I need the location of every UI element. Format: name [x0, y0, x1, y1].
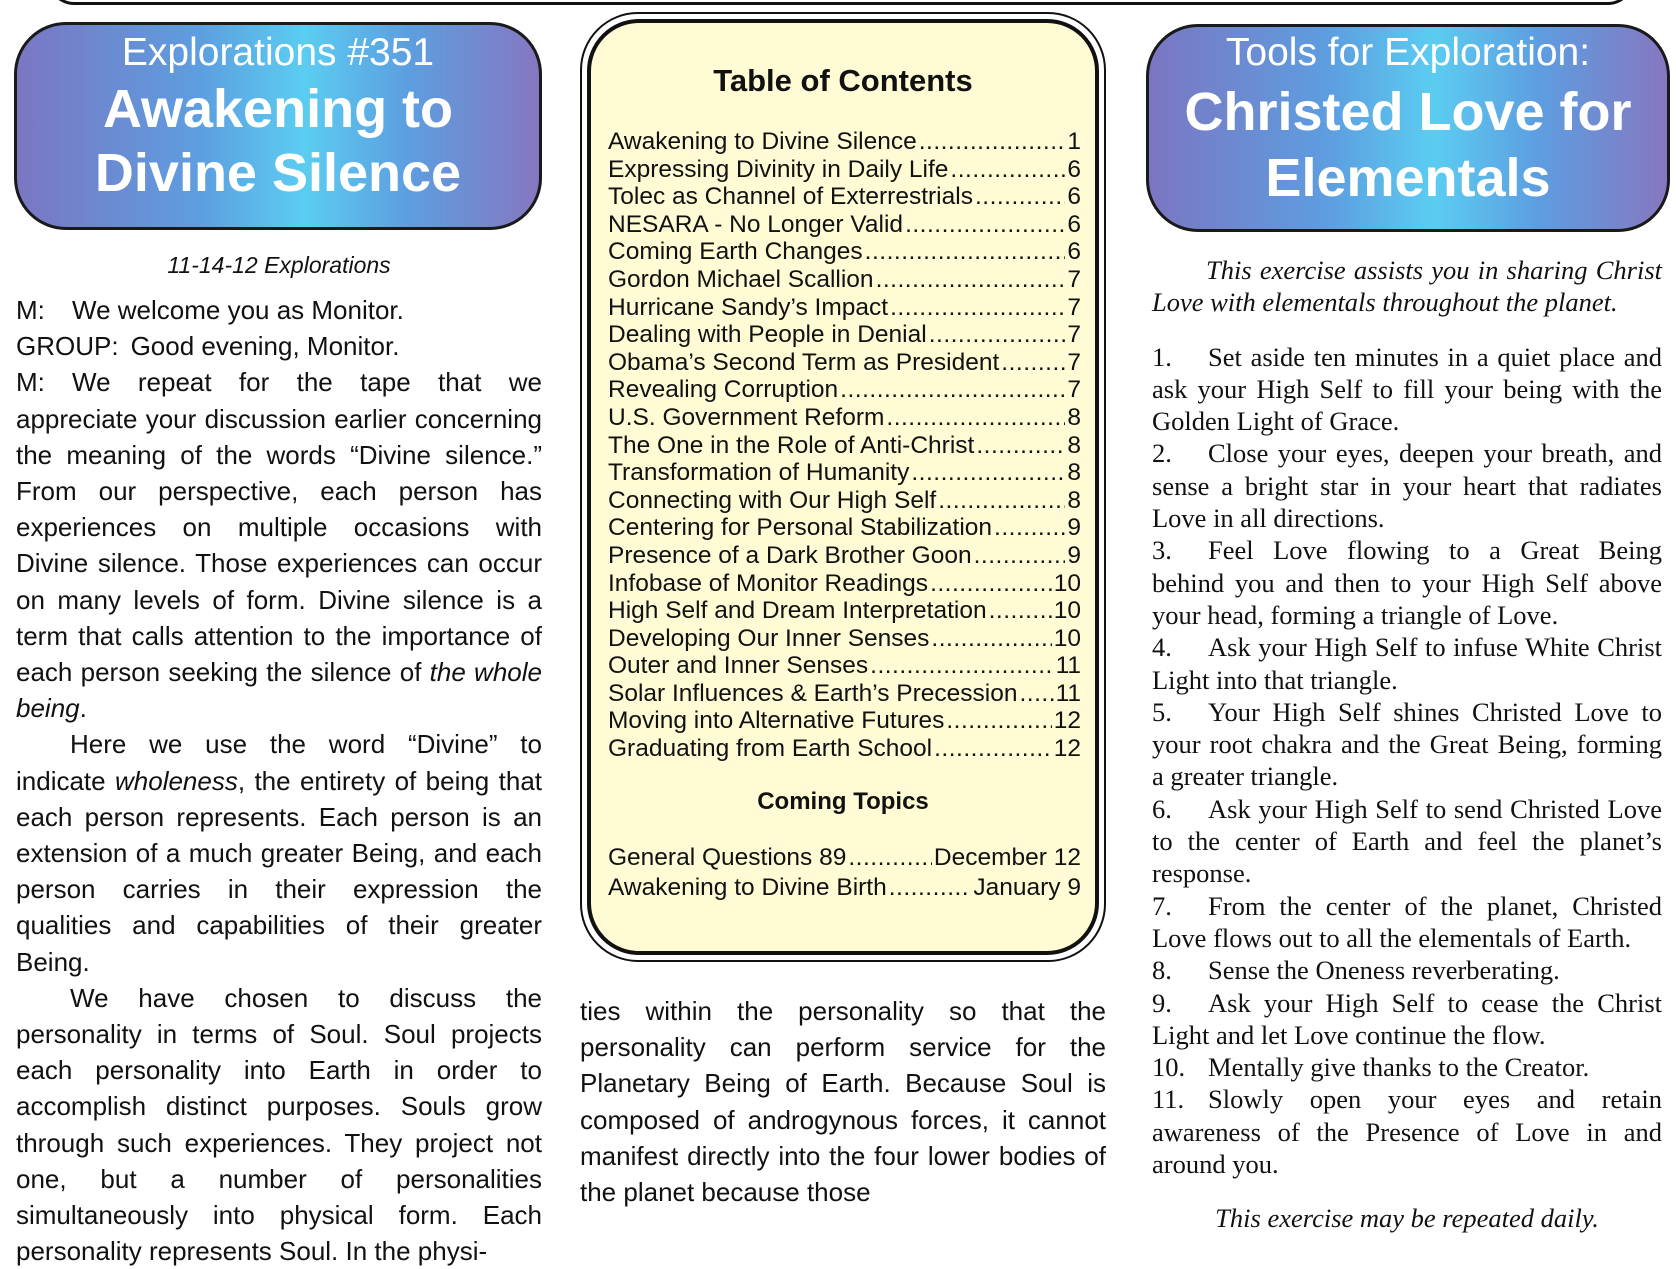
toc-entry [608, 321, 1081, 349]
toc-leader-dots [931, 625, 1051, 653]
exercise-step [1152, 631, 1662, 696]
toc-leader-dots [938, 487, 1065, 515]
coming-topics-title: Coming Topics [757, 788, 929, 815]
paragraph-text: , the entirety of being that each person represents. Each person is an extension of a much greater Being, and each person carries in their expression the qualities and capabilities of their greater Being. [16, 765, 543, 977]
exercise-step [1152, 696, 1662, 793]
toc-entry [608, 432, 1081, 460]
coming-topics-list [608, 843, 1081, 903]
dialogue-end: . [79, 693, 87, 724]
coming-topic-entry [608, 873, 1081, 903]
toc-entry-title: Coming Earth Changes [608, 238, 863, 266]
speaker-label: M: [16, 367, 45, 398]
exercise-step [1152, 341, 1662, 438]
toc-leader-dots [1001, 349, 1065, 377]
toc-entry-page: 9 [1067, 514, 1081, 542]
toc-leader-dots [974, 542, 1066, 570]
step-text: Sense the Oneness reverberating. [1208, 955, 1560, 986]
toc-entry-page: 10 [1053, 624, 1081, 652]
toc-entry-title: Developing Our Inner Senses [608, 624, 930, 652]
toc-leader-dots [889, 873, 972, 903]
step-text: Slowly open your eyes and retain awareness of the Presence of Love in and around you. [1152, 1084, 1662, 1180]
toc-entry-title: Presence of a Dark Brother Goon [608, 541, 972, 569]
step-text: Mentally give thanks to the Creator. [1208, 1052, 1590, 1083]
toc-entry [608, 625, 1081, 653]
exercise-step [1152, 437, 1662, 534]
toc-leader-dots [950, 156, 1065, 184]
toc-title: Table of Contents [713, 63, 973, 98]
toc-entry-page: 9 [1067, 541, 1081, 569]
paragraph: ties within the personality so that the personality can perform service for the Planetary Being of Earth. Because Soul is composed of androgynous forces, it cannot manifest directly into the four lower bodies of the planet because those [580, 996, 1106, 1208]
toc-entry-page: 8 [1067, 486, 1081, 514]
paragraph: We have chosen to discuss the personality in terms of Soul. Soul projects each personality into Earth in order to accomplish distinct purposes. Souls grow through such experiences. They project not one, but a number of personalities simultaneously into physical form. Each personality represents Soul. In the physi- [16, 982, 542, 1267]
step-number: 9. [1152, 987, 1172, 1018]
toc-entry-page: 1 [1067, 128, 1081, 155]
toc-entry [608, 294, 1081, 322]
toc-entry-title: NESARA - No Longer Valid [608, 210, 904, 238]
toc-entry-page: 6 [1067, 210, 1081, 238]
toc-entry-page: 8 [1067, 459, 1081, 487]
step-text: Ask your High Self to send Christed Love to the center of Earth and feel the planet’s response. [1152, 793, 1662, 889]
toc-entry [608, 376, 1081, 404]
tools-title-box [1146, 24, 1670, 232]
step-number: 11. [1152, 1084, 1185, 1115]
step-text: From the center of the planet, Christed Love flows out to all the elementals of Earth. [1152, 890, 1662, 953]
step-text: Your High Self shines Christed Love to your root chakra and the Great Being, forming a greater triangle. [1152, 696, 1662, 792]
table-of-contents [580, 12, 1106, 962]
page-top-border [48, 0, 1634, 5]
step-number: 4. [1152, 632, 1172, 663]
toc-entry-title: Centering for Personal Stabilization [608, 514, 993, 542]
toc-entry [608, 238, 1081, 266]
step-text: Set aside ten minutes in a quiet place and ask your High Self to fill your being with the Golden Light of Grace. [1152, 341, 1662, 437]
toc-entry-page: 6 [1067, 183, 1081, 211]
toc-entry [608, 183, 1081, 211]
toc-entry-title: Hurricane Sandy’s Impact [608, 293, 889, 321]
toc-entry [608, 514, 1081, 542]
coming-topic-title: General Questions 89 [608, 844, 847, 871]
toc-entry-title: Expressing Divinity in Daily Life [608, 155, 949, 183]
toc-leader-dots [1019, 680, 1053, 708]
coming-topic-title: Awakening to Divine Birth [608, 874, 887, 901]
step-number: 10. [1152, 1052, 1186, 1083]
emphasis: wholeness [115, 765, 238, 796]
toc-entry [608, 570, 1081, 598]
issue-number: Explorations #351 [121, 31, 435, 74]
toc-leader-dots [905, 211, 1065, 239]
dialogue-text: We welcome you as Monitor. [72, 295, 404, 325]
toc-entry-title: Dealing with People in Denial [608, 321, 927, 349]
toc-entry [608, 680, 1081, 708]
step-number: 7. [1152, 890, 1172, 921]
toc-entry-title: Obama’s Second Term as President [608, 348, 1000, 376]
toc-leader-dots [865, 238, 1066, 266]
toc-entry [608, 487, 1081, 515]
toc-entry [608, 735, 1081, 763]
toc-leader-dots [994, 514, 1065, 542]
exercise-step [1152, 954, 1662, 986]
step-number: 1. [1152, 341, 1172, 372]
exercise-step [1152, 1083, 1662, 1180]
toc-entry-title: Tolec as Channel of Exterrestrials [608, 183, 973, 211]
toc-entry [608, 459, 1081, 487]
toc-leader-dots [946, 707, 1051, 735]
toc-entry-title: Awakening to Divine Silence [608, 128, 917, 155]
dialogue-line [16, 292, 542, 328]
coming-topic-date: January 9 [973, 874, 1081, 901]
emphasis: the whole being [16, 657, 542, 724]
toc-entry [608, 349, 1081, 377]
exercise-step [1152, 1051, 1662, 1083]
tools-headline: Christed Love for Elementals [1184, 82, 1632, 208]
exercise-intro: This exercise assists you in sharing Christ Love with elementals throughout the planet. [1152, 255, 1662, 318]
step-text: Close your eyes, deepen your breath, and sense a bright star in your heart that radiates Love in all directions. [1152, 438, 1662, 534]
toc-leader-dots [870, 652, 1053, 680]
toc-entry-page: 7 [1067, 348, 1081, 376]
toc-leader-dots [976, 432, 1065, 460]
dialogue-line [16, 328, 542, 364]
toc-entry-page: 6 [1067, 155, 1081, 183]
coming-topic-entry [608, 843, 1081, 873]
middle-column [580, 993, 1106, 1210]
step-number: 5. [1152, 696, 1172, 727]
toc-entry-page: 8 [1067, 431, 1081, 459]
exercise-closing: This exercise may be repeated daily. [1215, 1203, 1599, 1234]
toc-leader-dots [934, 735, 1052, 763]
toc-entry-title: U.S. Government Reform [608, 403, 885, 431]
exercise-step [1152, 890, 1662, 955]
dialogue-text: Good evening, Monitor. [130, 331, 400, 362]
toc-leader-dots [911, 459, 1065, 487]
toc-entry-page: 7 [1067, 293, 1081, 321]
toc-leader-dots [919, 128, 1066, 156]
toc-entry [608, 128, 1081, 156]
session-date: 11-14-12 Explorations [167, 252, 391, 278]
toc-entry [608, 707, 1081, 735]
toc-entry-title: Revealing Corruption [608, 376, 839, 404]
toc-entry-title: Infobase of Monitor Readings [608, 569, 929, 597]
toc-entry [608, 404, 1081, 432]
right-column [1152, 254, 1662, 1235]
paragraph [16, 726, 542, 979]
toc-panel [587, 19, 1099, 955]
toc-entry-title: Graduating from Earth School [608, 735, 933, 763]
toc-entry-title: Solar Influences & Earth’s Precession [608, 679, 1018, 707]
toc-entry-title: Outer and Inner Senses [608, 652, 869, 680]
toc-leader-dots [886, 404, 1065, 432]
paragraph-text: Here we use the word “Divine” to indicate [16, 729, 542, 796]
speaker-label: GROUP: [16, 331, 119, 362]
toc-entry-page: 11 [1055, 679, 1081, 707]
toc-leader-dots [929, 321, 1066, 349]
toc-entry-title: The One in the Role of Anti-Christ [608, 431, 975, 459]
step-number: 2. [1152, 438, 1172, 469]
toc-entry [608, 266, 1081, 294]
toc-leader-dots [876, 266, 1066, 294]
toc-entry-page: 12 [1053, 735, 1081, 763]
step-text: Ask your High Self to infuse White Christ Light into that triangle. [1152, 632, 1662, 695]
toc-entry-page: 10 [1053, 597, 1081, 625]
toc-leader-dots [930, 570, 1052, 598]
toc-leader-dots [975, 183, 1065, 211]
step-number: 6. [1152, 793, 1172, 824]
step-number: 8. [1152, 955, 1172, 986]
step-number: 3. [1152, 535, 1172, 566]
toc-entry-page: 11 [1055, 652, 1081, 680]
toc-leader-dots [989, 597, 1052, 625]
toc-leader-dots [890, 294, 1065, 322]
toc-entry-page: 7 [1067, 376, 1081, 404]
exercise-step [1152, 987, 1662, 1052]
left-column [16, 250, 542, 1269]
toc-entry-title: Transformation of Humanity [608, 459, 910, 487]
toc-entry-page: 6 [1067, 238, 1081, 266]
toc-entry [608, 211, 1081, 239]
toc-entry-page: 7 [1067, 321, 1081, 349]
toc-entry-page: 12 [1053, 707, 1081, 735]
article-title-box [14, 22, 542, 230]
toc-entry-title: High Self and Dream Interpretation [608, 597, 987, 625]
dialogue-text: We repeat for the tape that we appreciate your discussion earlier concerning the meaning of the words “Divine silence.” From our perspective, each person has experiences on multiple occasions with Divine silence. Those experiences can occur on many levels of form. Divine silence is a term that calls attention to the importance of each person seeking the silence of [16, 367, 542, 688]
tools-kicker: Tools for Exploration: [1225, 31, 1591, 74]
dialogue-line [16, 364, 542, 726]
toc-entry-page: 10 [1053, 569, 1081, 597]
exercise-steps [1152, 341, 1662, 1181]
toc-entry-page: 8 [1067, 403, 1081, 431]
toc-entry [608, 597, 1081, 625]
coming-topic-date: December 12 [933, 844, 1081, 871]
toc-entry [608, 156, 1081, 184]
toc-leader-dots [840, 376, 1065, 404]
toc-leader-dots [848, 843, 932, 873]
step-text: Feel Love flowing to a Great Being behind you and then to your High Self above your head, forming a triangle of Love. [1152, 535, 1662, 630]
exercise-step [1152, 534, 1662, 631]
toc-list [608, 128, 1081, 763]
article-headline: Awakening to Divine Silence [94, 79, 462, 203]
toc-entry [608, 542, 1081, 570]
toc-entry-title: Moving into Alternative Futures [608, 707, 945, 735]
step-text: Ask your High Self to cease the Christ Light and let Love continue the flow. [1152, 987, 1662, 1050]
exercise-step [1152, 793, 1662, 890]
toc-entry-page: 7 [1067, 265, 1081, 293]
toc-entry [608, 652, 1081, 680]
toc-entry-title: Connecting with Our High Self [608, 486, 937, 514]
speaker-label: M: [16, 295, 45, 325]
toc-entry-title: Gordon Michael Scallion [608, 265, 874, 293]
